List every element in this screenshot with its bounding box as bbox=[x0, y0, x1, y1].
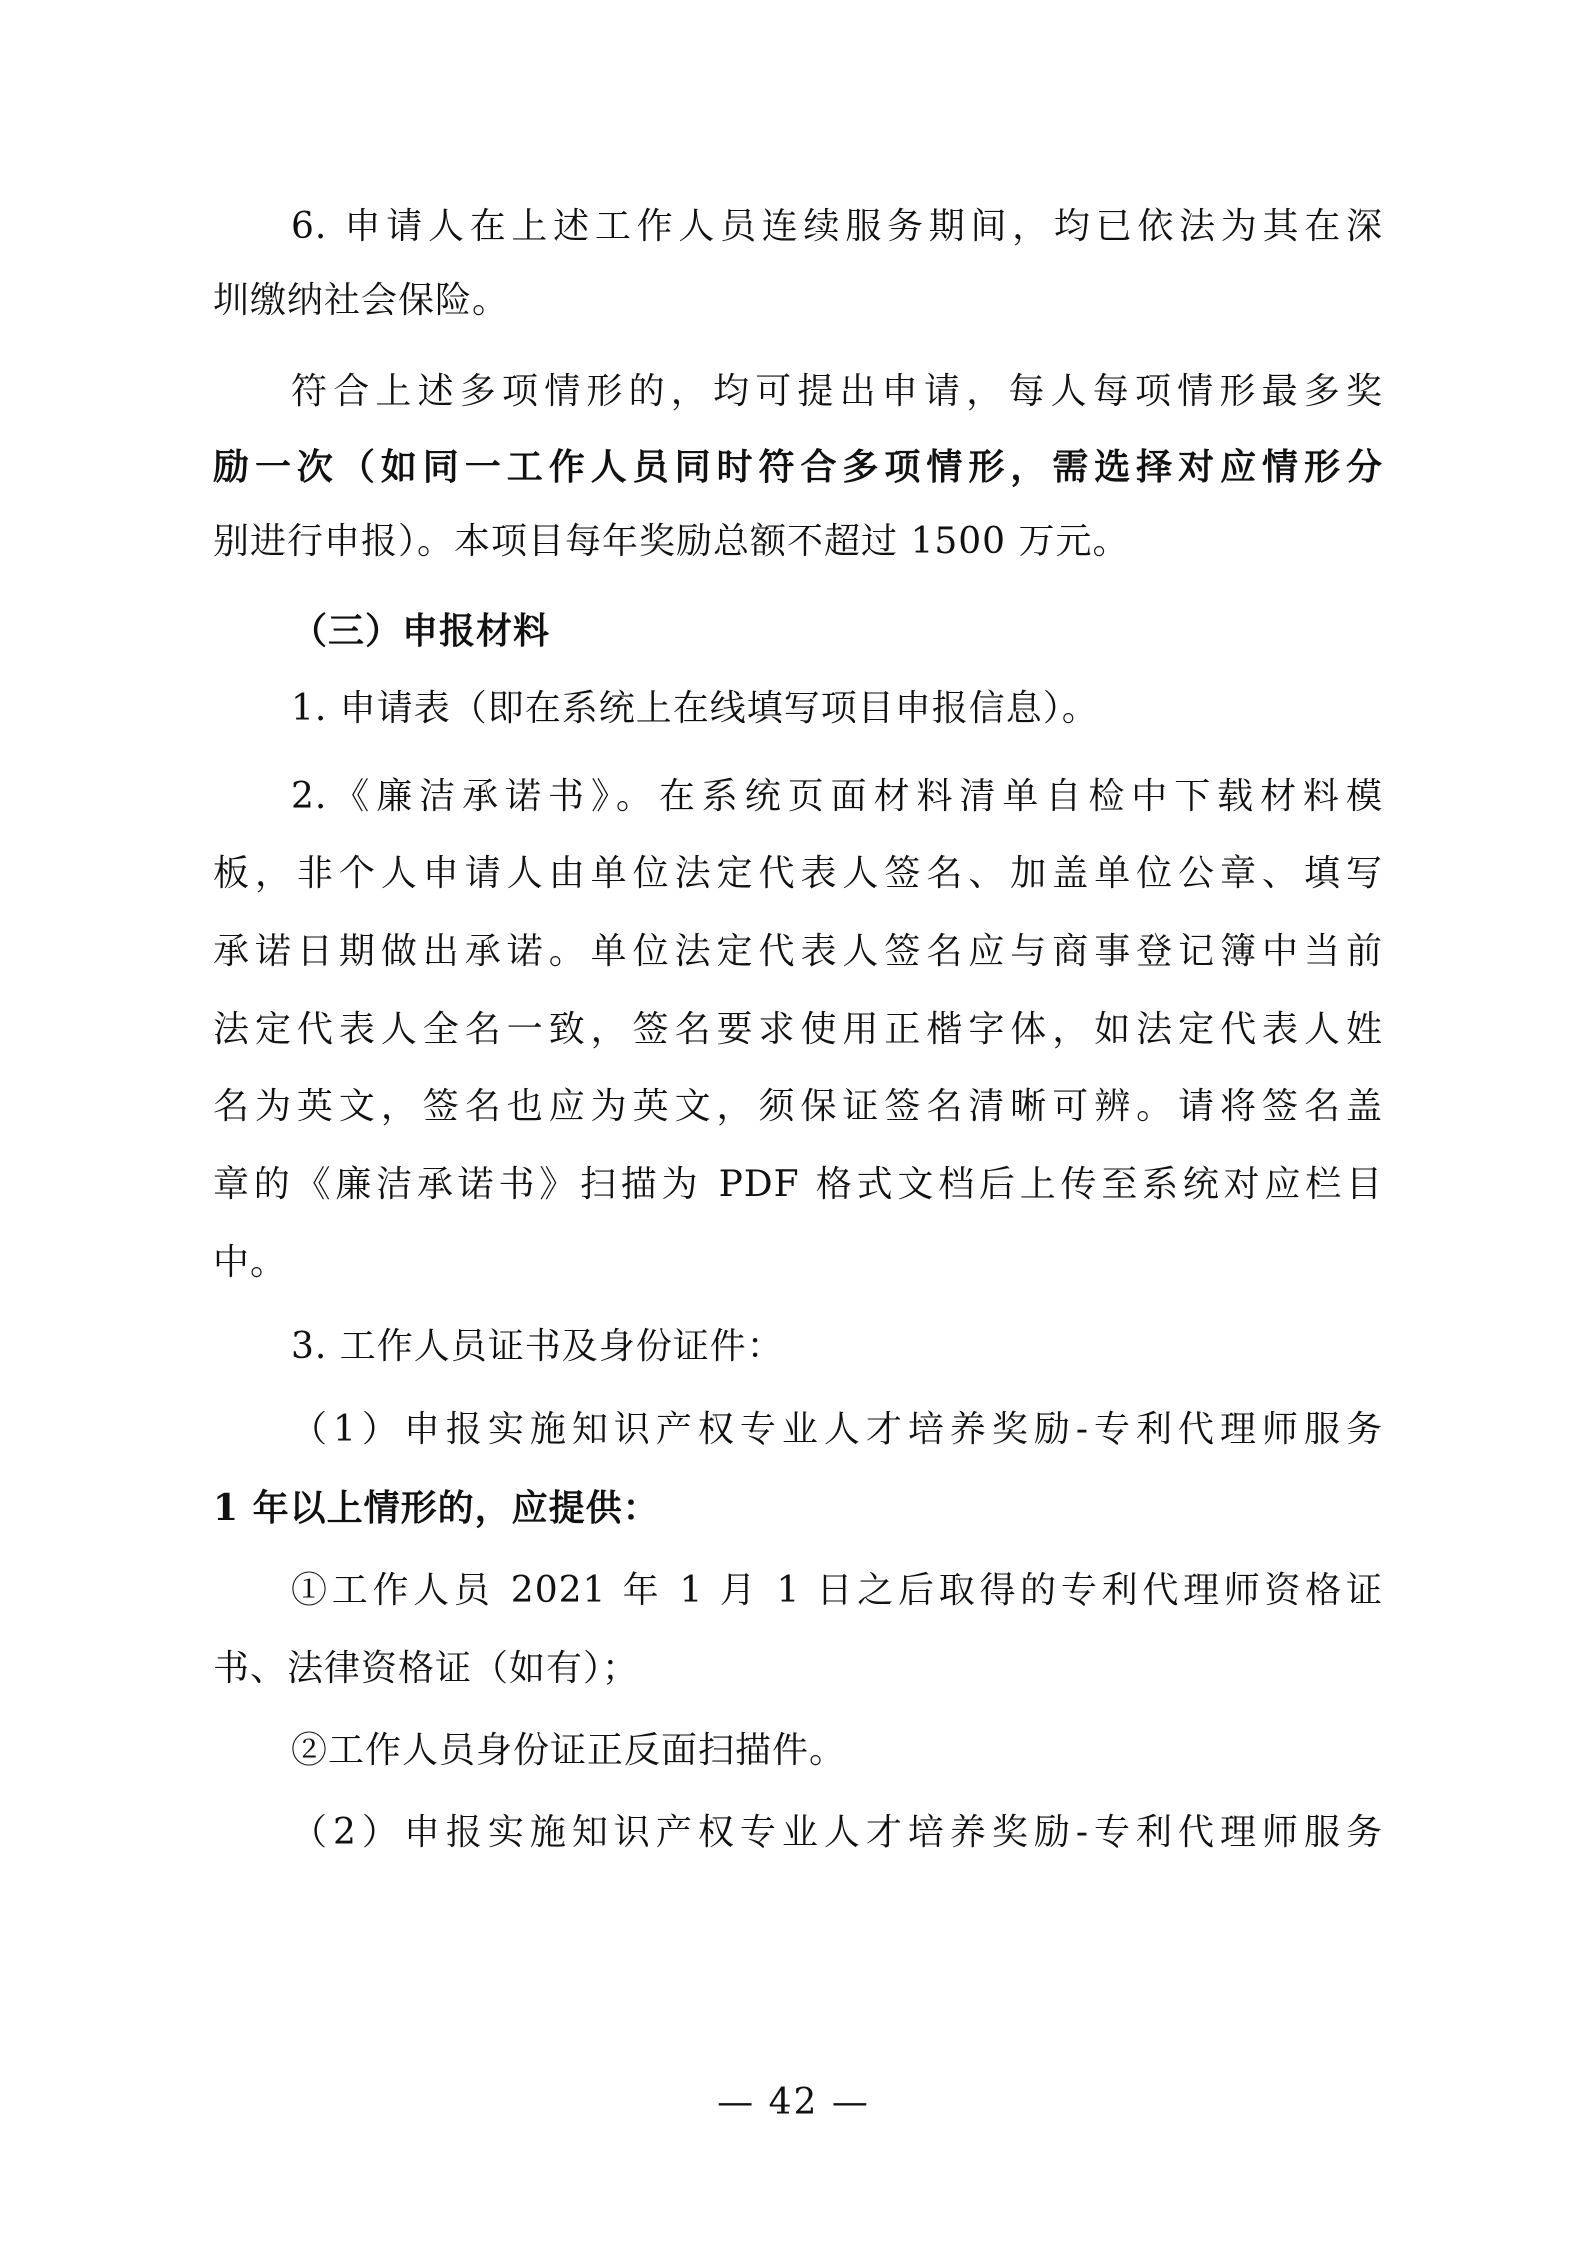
section-heading: （三）申报材料 bbox=[291, 610, 551, 652]
paragraph-line-11: 法定代表人全名一致，签名要求使用正楷字体，如法定代表人姓 bbox=[213, 1009, 1383, 1050]
paragraph-line-20: ②工作人员身份证正反面扫描件。 bbox=[291, 1730, 847, 1771]
paragraph-line-4: 励一次（如同一工作人员同时符合多项情形，需选择对应情形分 bbox=[213, 446, 1383, 488]
paragraph-line-3: 符合上述多项情形的，均可提出申请，每人每项情形最多奖 bbox=[291, 371, 1383, 412]
paragraph-line-2: 圳缴纳社会保险。 bbox=[213, 280, 510, 321]
paragraph-line-15: 3. 工作人员证书及身份证件： bbox=[291, 1326, 784, 1367]
paragraph-line-16: （1）申报实施知识产权专业人才培养奖励-专利代理师服务 bbox=[291, 1409, 1383, 1450]
paragraph-line-10: 承诺日期做出承诺。单位法定代表人签名应与商事登记簿中当前 bbox=[213, 931, 1383, 972]
paragraph-line-21: （2）申报实施知识产权专业人才培养奖励-专利代理师服务 bbox=[291, 1812, 1383, 1853]
paragraph-line-5: 别进行申报）。本项目每年奖励总额不超过 1500 万元。 bbox=[213, 521, 1130, 562]
paragraph-line-7: 1. 申请表（即在系统上在线填写项目申报信息）。 bbox=[291, 688, 1099, 729]
paragraph-line-13: 章的《廉洁承诺书》扫描为 PDF 格式文档后上传至系统对应栏目 bbox=[213, 1164, 1383, 1205]
paragraph-line-18: ①工作人员 2021 年 1 月 1 日之后取得的专利代理师资格证 bbox=[291, 1570, 1383, 1611]
paragraph-line-1: 6. 申请人在上述工作人员连续服务期间，均已依法为其在深 bbox=[291, 206, 1383, 247]
paragraph-line-19: 书、法律资格证（如有）； bbox=[213, 1648, 640, 1689]
paragraph-line-14: 中。 bbox=[213, 1242, 288, 1283]
paragraph-line-9: 板，非个人申请人由单位法定代表人签名、加盖单位公章、填写 bbox=[213, 853, 1383, 894]
page-number: — 42 — bbox=[717, 2082, 870, 2123]
paragraph-line-12: 名为英文，签名也应为英文，须保证签名清晰可辨。请将签名盖 bbox=[213, 1086, 1383, 1127]
paragraph-line-8: 2.《廉洁承诺书》。在系统页面材料清单自检中下载材料模 bbox=[291, 776, 1383, 817]
paragraph-line-17: 1 年以上情形的，应提供： bbox=[213, 1487, 660, 1529]
